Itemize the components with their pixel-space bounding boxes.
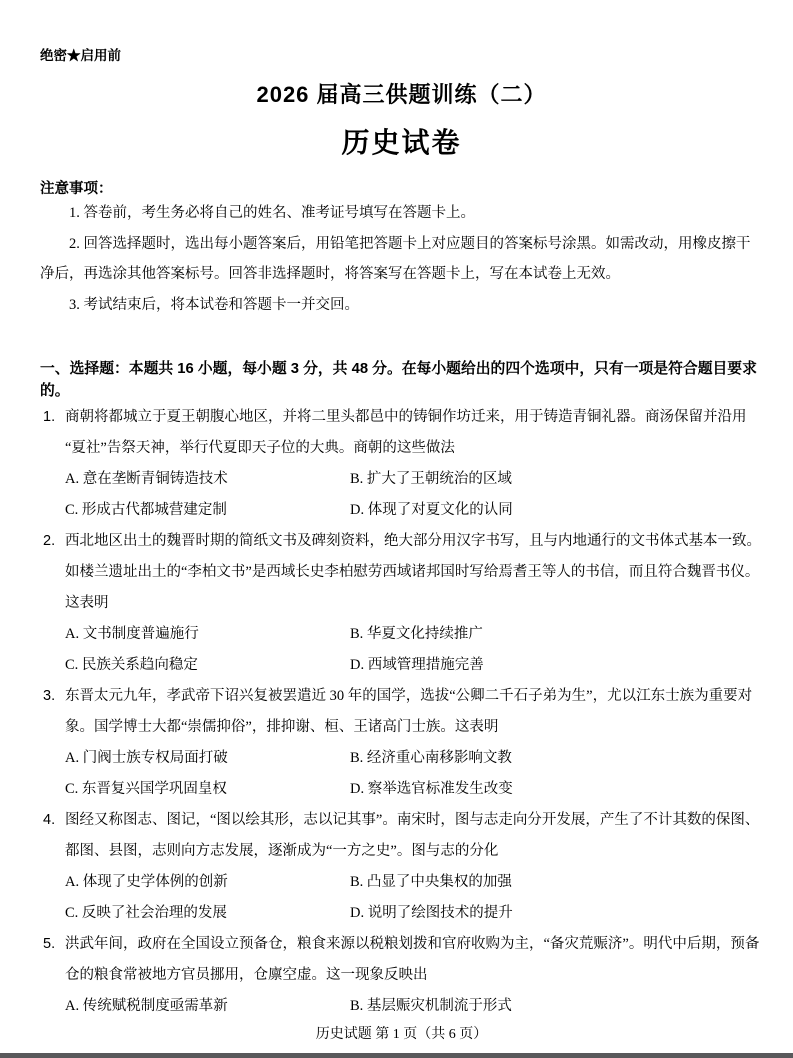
question-stem bbox=[40, 402, 763, 464]
option-b: B. 凸显了中央集权的加强 bbox=[350, 874, 512, 890]
options-grid bbox=[40, 464, 763, 526]
page-footer: 历史试题 第 1 页（共 6 页） bbox=[315, 1027, 488, 1042]
question-text: 商朝将都城立于夏王朝腹心地区，并将二里头都邑中的铸铜作坊迁来，用于铸造青铜礼器。商汤保留并沿用“夏社”告祭天神，举行代夏即天子位的大典。商朝的这些做法 bbox=[65, 409, 747, 456]
question-stem bbox=[40, 526, 763, 619]
option-c: C. 反映了社会治理的发展 bbox=[65, 905, 227, 921]
question-number: 5. bbox=[43, 936, 56, 952]
options-grid bbox=[40, 867, 763, 929]
notice-heading: 注意事项： bbox=[40, 181, 113, 197]
bottom-edge-bar bbox=[0, 1053, 793, 1058]
exam-title: 2026 届高三供题训练（二） bbox=[256, 82, 547, 107]
option-d: D. 说明了绘图技术的提升 bbox=[350, 905, 513, 921]
question-number: 3. bbox=[43, 688, 56, 704]
classification-label: 绝密★启用前 bbox=[40, 48, 121, 63]
options-grid bbox=[40, 991, 763, 1022]
option-b: B. 经济重心南移影响文教 bbox=[350, 750, 512, 766]
question-3 bbox=[40, 681, 763, 805]
option-a: A. 门阀士族专权局面打破 bbox=[65, 750, 228, 766]
question-stem bbox=[40, 805, 763, 867]
notice-item-2: 2. 回答选择题时，选出每小题答案后，用铅笔把答题卡上对应题目的答案标号涂黑。如需改动，用橡皮擦干净后，再选涂其他答案标号。回答非选择题时，将答案写在答题卡上，写在本试卷上无效。 bbox=[40, 235, 751, 282]
option-c: C. 形成古代都城营建定制 bbox=[65, 502, 227, 518]
notice-item-3: 3. 考试结束后，将本试卷和答题卡一并交回。 bbox=[69, 296, 359, 313]
question-4 bbox=[40, 805, 763, 929]
option-a: A. 体现了史学体例的创新 bbox=[65, 874, 228, 890]
option-a: A. 传统赋税制度亟需革新 bbox=[65, 998, 228, 1014]
option-d: D. 西域管理措施完善 bbox=[350, 657, 484, 673]
question-stem bbox=[40, 929, 763, 991]
option-b: B. 扩大了王朝统治的区域 bbox=[350, 471, 512, 487]
question-number: 1. bbox=[43, 409, 56, 425]
question-1 bbox=[40, 402, 763, 526]
notice-item-1: 1. 答卷前，考生务必将自己的姓名、准考证号填写在答题卡上。 bbox=[69, 205, 475, 221]
option-b: B. 基层赈灾机制流于形式 bbox=[350, 998, 512, 1014]
question-stem bbox=[40, 681, 763, 743]
question-number: 2. bbox=[43, 533, 56, 549]
question-text: 东晋太元九年，孝武帝下诏兴复被罢遣近 30 年的国学，选拔“公卿二千石子弟为生”，尤以江东士族为重要对象。国学博士大都“崇儒抑俗”，排抑谢、桓、王诸高门士族。这表明 bbox=[65, 688, 753, 735]
option-c: C. 东晋复兴国学巩固皇权 bbox=[65, 781, 227, 797]
option-d: D. 体现了对夏文化的认同 bbox=[350, 502, 513, 518]
question-text: 洪武年间，政府在全国设立预备仓，粮食来源以税粮划拨和官府收购为主，“备灾荒赈济”。明代中后期，预备仓的粮食常被地方官员挪用，仓廪空虚。这一现象反映出 bbox=[65, 936, 760, 983]
option-a: A. 意在垄断青铜铸造技术 bbox=[65, 471, 228, 487]
section-heading: 一、选择题：本题共 16 小题，每小题 3 分，共 48 分。在每小题给出的四个选项中，只有一项是符合题目要求的。 bbox=[40, 361, 757, 399]
options-grid bbox=[40, 619, 763, 681]
options-grid bbox=[40, 743, 763, 805]
question-2 bbox=[40, 526, 763, 681]
question-text: 图经又称图志、图记，“图以绘其形，志以记其事”。南宋时，图与志走向分开发展，产生了不计其数的保图、都图、县图，志则向方志发展，逐渐成为“一方之史”。图与志的分化 bbox=[65, 812, 760, 859]
question-text: 西北地区出土的魏晋时期的简纸文书及碑刻资料，绝大部分用汉字书写，且与内地通行的文书体式基本一致。如楼兰遗址出土的“李柏文书”是西域长史李柏慰劳西域诸邦国时写给焉耆王等人的书信，而且符合魏晋书仪。这表明 bbox=[65, 533, 761, 611]
option-b: B. 华夏文化持续推广 bbox=[350, 626, 483, 642]
question-5 bbox=[40, 929, 763, 1022]
option-c: C. 民族关系趋向稳定 bbox=[65, 657, 198, 673]
option-a: A. 文书制度普遍施行 bbox=[65, 626, 199, 642]
question-number: 4. bbox=[43, 812, 56, 828]
option-d: D. 察举选官标准发生改变 bbox=[350, 781, 513, 797]
subject-title: 历史试卷 bbox=[341, 128, 462, 159]
